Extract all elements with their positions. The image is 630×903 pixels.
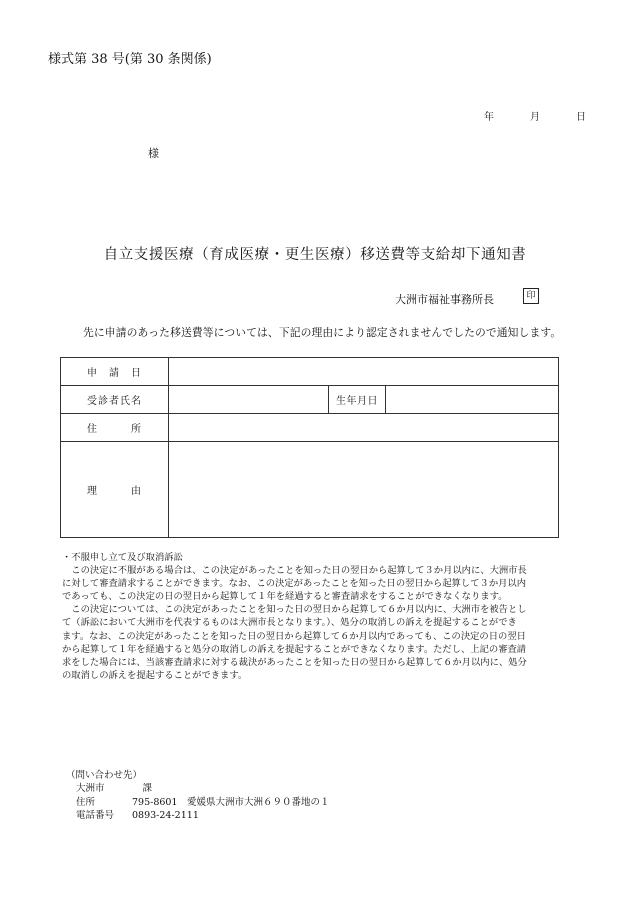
address-value bbox=[169, 414, 559, 442]
appeal-line: この決定に不服がある場合は、この決定があったことを知った日の翌日から起算して３か月以内に、大洲市長 bbox=[62, 565, 527, 577]
contact-address-row bbox=[66, 796, 330, 809]
address-label: 住 所 bbox=[61, 414, 169, 442]
contact-address-label: 住所 bbox=[76, 796, 96, 808]
date-line bbox=[484, 108, 586, 123]
issuer-name: 大洲市福祉事務所長 bbox=[395, 293, 494, 306]
contact-block bbox=[66, 769, 330, 823]
table-row bbox=[61, 386, 559, 414]
addressee-suffix: 様 bbox=[148, 147, 159, 160]
seal-mark: 印 bbox=[523, 288, 539, 304]
appeal-line: ます。なお、この決定があったことを知った日の翌日から起算して６か月以内であっても、この決定の日の翌日 bbox=[62, 630, 526, 642]
info-table bbox=[60, 357, 559, 538]
birthdate-value bbox=[386, 386, 559, 414]
reason-label: 理 由 bbox=[61, 442, 169, 538]
date-year-label: 年 bbox=[484, 112, 494, 123]
form-number: 様式第 38 号(第 30 条関係) bbox=[48, 52, 212, 67]
document-title: 自立支援医療（育成医療・更生医療）移送費等支給却下通知書 bbox=[103, 247, 527, 263]
appeal-line: に対して審査請求することができます。なお、この決定があったことを知った日の翌日から起算して３か月以内 bbox=[62, 578, 527, 590]
appeal-line: から起算して１年を経過すると処分の取消しの訴えを提起することができなくなります。ただし、上記の審査請 bbox=[62, 643, 527, 655]
contact-phone-label: 電話番号 bbox=[76, 810, 115, 822]
application-date-label: 申 請 日 bbox=[61, 358, 169, 386]
date-day-label: 日 bbox=[576, 112, 586, 123]
contact-heading: （問い合わせ先） bbox=[66, 770, 143, 781]
application-date-value bbox=[169, 358, 559, 386]
intro-text: 先に申請のあった移送費等については、下記の理由により認定されませんでしたので通知します。 bbox=[83, 326, 562, 339]
appeal-notice bbox=[62, 551, 562, 682]
contact-address: 795-8601 愛媛県大洲市大洲６９０番地の１ bbox=[132, 796, 330, 808]
patient-name-value bbox=[169, 386, 329, 414]
appeal-line: この決定については、この決定があったことを知った日の翌日から起算して６か月以内に、大洲市を被告とし bbox=[62, 604, 527, 616]
appeal-line: であっても、この決定の日の翌日から起算して１年を経過すると審査請求をすることができなくなります。 bbox=[62, 591, 508, 603]
contact-phone-row bbox=[66, 809, 330, 822]
birthdate-label: 生年月日 bbox=[329, 386, 386, 414]
table-row bbox=[61, 442, 559, 538]
contact-phone: 0893-24-2111 bbox=[132, 810, 199, 822]
date-month-label: 月 bbox=[530, 112, 540, 123]
appeal-line: の取消しの訴えを提起することができます。 bbox=[62, 669, 248, 681]
contact-department: 大洲市 課 bbox=[76, 783, 153, 795]
appeal-line: 求をした場合には、当該審査請求に対する裁決があったことを知った日の翌日から起算して６か月以内に、処分 bbox=[62, 656, 527, 668]
reason-value bbox=[169, 442, 559, 538]
table-row bbox=[61, 358, 559, 386]
appeal-line: て（訴訟において大洲市を代表するものは大洲市長となります。）、処分の取消しの訴えを提起することができ bbox=[62, 617, 517, 629]
patient-name-label: 受診者氏名 bbox=[61, 386, 169, 414]
appeal-heading: ・不服申し立て及び取消訴訟 bbox=[62, 552, 183, 563]
table-row bbox=[61, 414, 559, 442]
